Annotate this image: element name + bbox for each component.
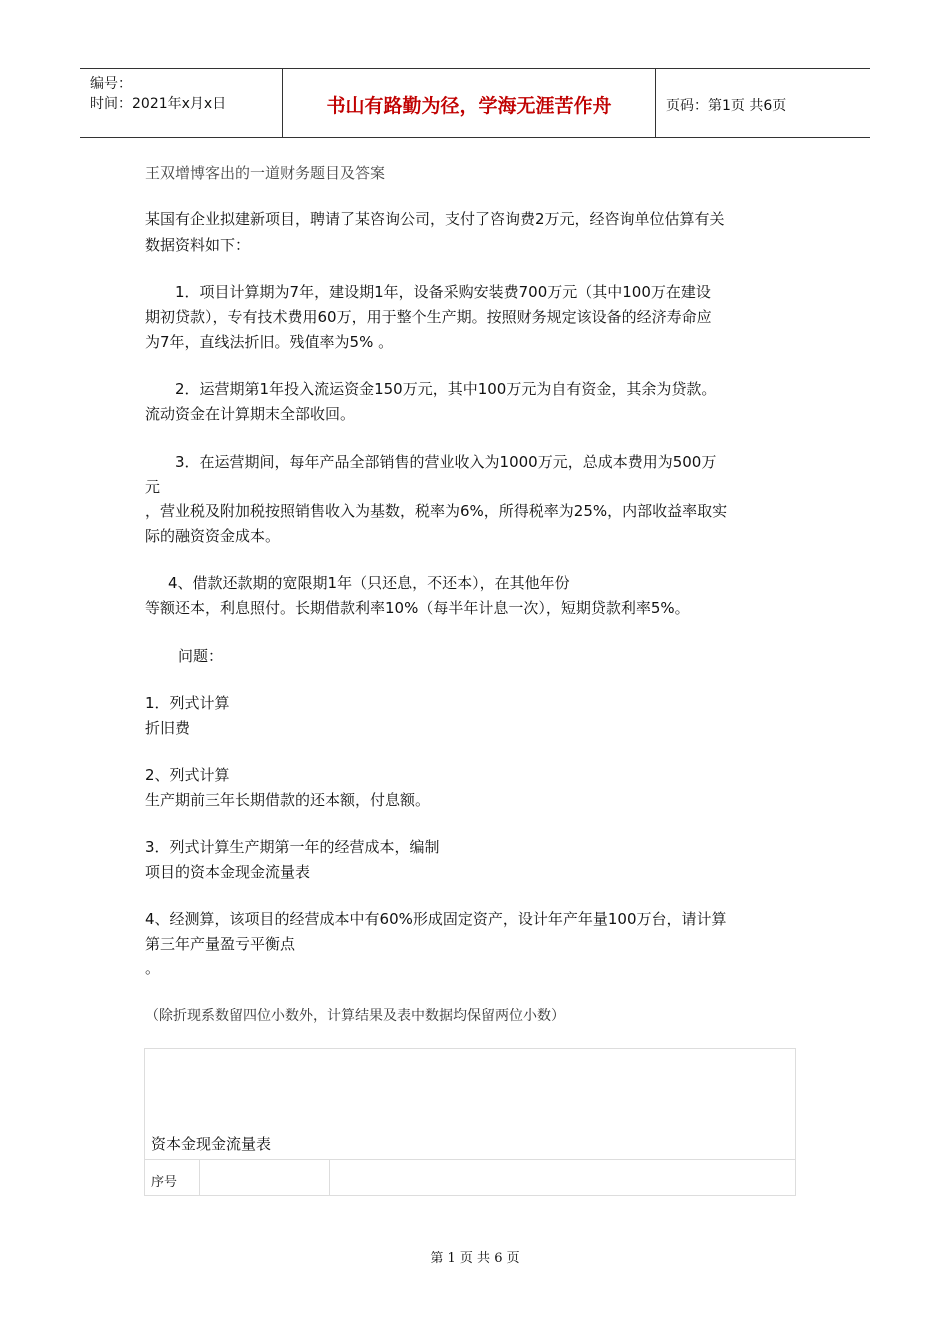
item-2-line-2: 流动资金在计算期末全部收回。 xyxy=(145,405,356,423)
header-page-cell xyxy=(656,69,870,137)
question-4-line-1: 4、经测算，该项目的经营成本中有60%形成固定资产，设计年产年量100万台，请计算 xyxy=(145,910,727,928)
cash-flow-table xyxy=(144,1048,796,1196)
doc-title: 王双增博客出的一道财务题目及答案 xyxy=(145,164,386,182)
page-footer: 第 1 页 共 6 页 xyxy=(430,1251,520,1266)
doc-number-label: 编号： xyxy=(90,76,132,92)
question-2-line-1: 2、列式计算 xyxy=(145,766,230,784)
question-1-line-2: 折旧费 xyxy=(145,719,191,737)
rounding-note: （除折现系数留四位小数外，计算结果及表中数据均保留两位小数） xyxy=(145,1008,565,1024)
header-motto: 书山有路勤为径，学海无涯苦作舟 xyxy=(326,95,612,117)
header-info-cell xyxy=(80,69,283,137)
table-column-divider xyxy=(329,1159,330,1195)
item-1-line-3: 为7年，直线法折旧。残值率为5% 。 xyxy=(145,333,394,351)
item-4-line-1: 4、借款还款期的宽限期1年（只还息，不还本），在其他年份 xyxy=(168,574,570,592)
table-divider xyxy=(145,1159,795,1160)
item-1-line-1: 1．项目计算期为7年，建设期1年，设备采购安装费700万元（其中100万在建设 xyxy=(175,283,711,301)
intro-line-1: 某国有企业拟建新项目，聘请了某咨询公司，支付了咨询费2万元，经咨询单位估算有关 xyxy=(145,210,725,228)
question-3-line-1: 3．列式计算生产期第一年的经营成本，编制 xyxy=(145,838,440,856)
table-caption: 资本金现金流量表 xyxy=(151,1135,272,1153)
table-header-seq: 序号 xyxy=(151,1175,178,1190)
page-header xyxy=(80,68,870,138)
table-column-divider xyxy=(199,1159,200,1195)
header-motto-cell xyxy=(283,69,656,137)
item-3-line-1: 3．在运营期间，每年产品全部销售的营业收入为1000万元，总成本费用为500万 xyxy=(175,453,717,471)
question-4-line-2: 第三年产量盈亏平衡点 xyxy=(145,935,296,953)
item-1-line-2: 期初贷款），专有技术费用60万，用于整个生产期。按照财务规定该设备的经济寿命应 xyxy=(145,308,712,326)
questions-label: 问题： xyxy=(178,647,224,665)
item-2-line-1: 2．运营期第1年投入流运资金150万元，其中100万元为自有资金，其余为贷款。 xyxy=(175,380,717,398)
item-3-line-2: 元 xyxy=(145,478,161,496)
question-3-line-2: 项目的资本金现金流量表 xyxy=(145,863,311,881)
item-4-line-2: 等额还本，利息照付。长期借款利率10%（每半年计息一次），短期贷款利率5%。 xyxy=(145,599,690,617)
doc-time-label: 时间：2021年x月x日 xyxy=(90,96,227,112)
item-3-line-4: 际的融资资金成本。 xyxy=(145,527,281,545)
question-2-line-2: 生产期前三年长期借款的还本额，付息额。 xyxy=(145,791,431,809)
item-3-line-3: ，营业税及附加税按照销售收入为基数，税率为6%，所得税率为25%，内部收益率取实 xyxy=(145,502,728,520)
question-1-line-1: 1．列式计算 xyxy=(145,694,230,712)
header-page-label: 页码：第1页 共6页 xyxy=(666,98,787,114)
question-4-line-3: 。 xyxy=(145,959,161,977)
intro-line-2: 数据资料如下： xyxy=(145,236,251,254)
